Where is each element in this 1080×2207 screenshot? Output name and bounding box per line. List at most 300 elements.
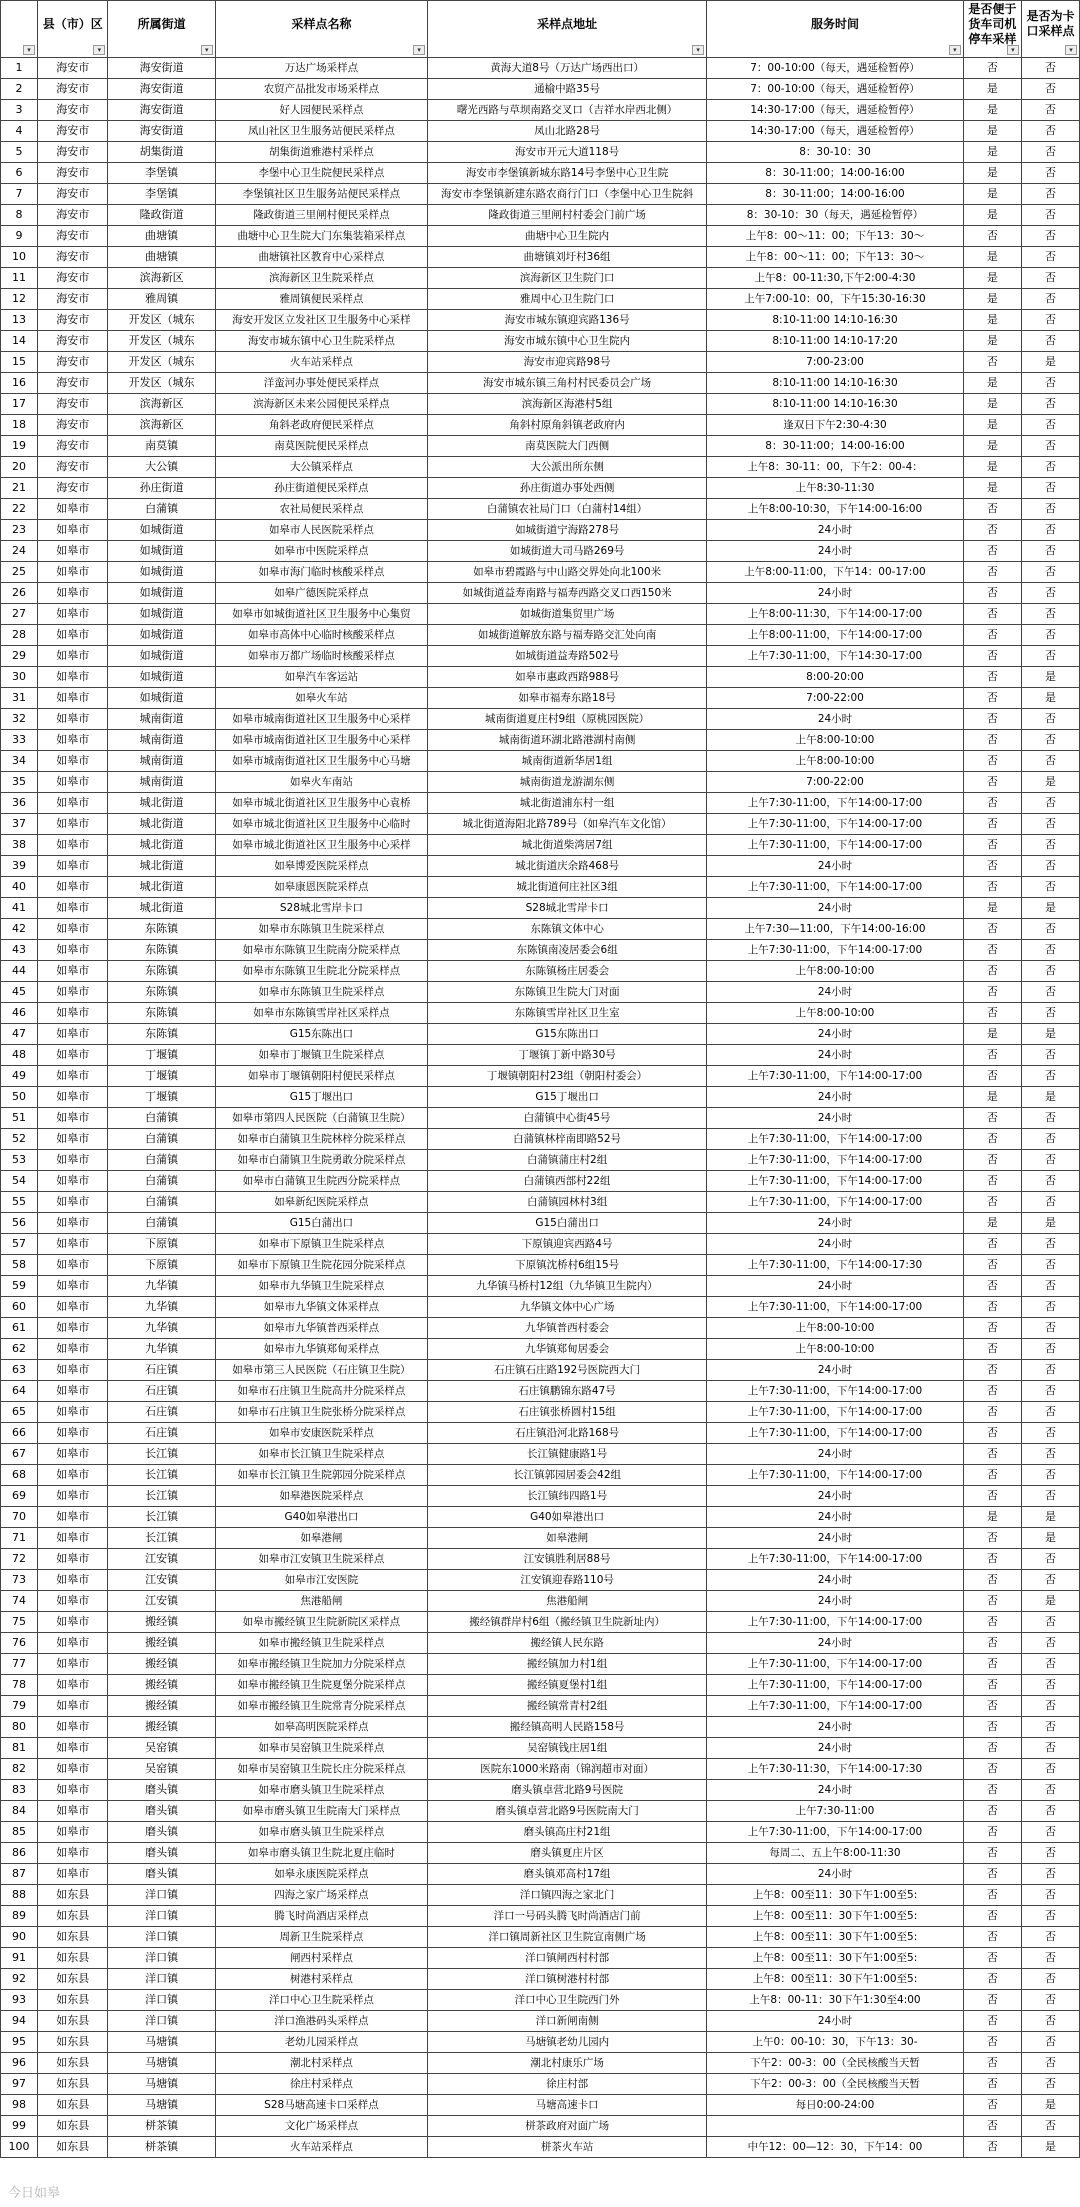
cell-name[interactable]: 如皋市东陈镇卫生院采样点 (215, 982, 427, 1003)
cell-truck-parking[interactable]: 否 (963, 1108, 1021, 1129)
cell-name[interactable]: 如皋市九华镇文体采样点 (215, 1297, 427, 1318)
cell-county[interactable]: 如皋市 (38, 1864, 108, 1885)
cell-county[interactable]: 如皋市 (38, 793, 108, 814)
cell-time[interactable]: 24小时 (707, 1864, 964, 1885)
cell-time[interactable]: 上午8:00-10:00 (707, 751, 964, 772)
cell-street[interactable]: 石庄镇 (108, 1402, 215, 1423)
cell-no[interactable]: 30 (1, 667, 38, 688)
cell-truck-parking[interactable]: 否 (963, 1717, 1021, 1738)
cell-no[interactable]: 20 (1, 457, 38, 478)
cell-no[interactable]: 8 (1, 205, 38, 226)
cell-time[interactable]: 上午7:30-11:00，下午14:00-17:00 (707, 1129, 964, 1150)
cell-checkpoint[interactable]: 否 (1021, 1990, 1079, 2011)
table-row[interactable] (1, 499, 1080, 520)
cell-county[interactable]: 如东县 (38, 1969, 108, 1990)
cell-checkpoint[interactable]: 是 (1021, 2137, 1079, 2158)
cell-no[interactable]: 2 (1, 79, 38, 100)
cell-checkpoint[interactable]: 否 (1021, 751, 1079, 772)
cell-street[interactable]: 白蒲镇 (108, 1150, 215, 1171)
cell-address[interactable]: 南莫医院大门西侧 (428, 436, 707, 457)
cell-name[interactable]: 农社局便民采样点 (215, 499, 427, 520)
cell-time[interactable]: 上午7:30-11:00，下午14:00-17:00 (707, 1423, 964, 1444)
table-row[interactable] (1, 814, 1080, 835)
cell-county[interactable]: 如皋市 (38, 1843, 108, 1864)
cell-address[interactable]: 白蒲镇西部村22组 (428, 1171, 707, 1192)
cell-address[interactable]: 如皋市碧霞路与中山路交界处向北100米 (428, 562, 707, 583)
cell-name[interactable]: 如皋市中医院采样点 (215, 541, 427, 562)
cell-street[interactable]: 江安镇 (108, 1570, 215, 1591)
cell-address[interactable]: 城南街道新华居1组 (428, 751, 707, 772)
table-row[interactable] (1, 415, 1080, 436)
filter-dropdown-icon[interactable]: ▾ (949, 45, 961, 55)
table-row[interactable] (1, 520, 1080, 541)
cell-checkpoint[interactable]: 否 (1021, 331, 1079, 352)
cell-no[interactable]: 19 (1, 436, 38, 457)
cell-address[interactable]: 凤山北路28号 (428, 121, 707, 142)
cell-time[interactable]: 上午7:30-11:00，下午14:00-17:00 (707, 1381, 964, 1402)
table-row[interactable] (1, 163, 1080, 184)
cell-no[interactable]: 3 (1, 100, 38, 121)
table-row[interactable] (1, 1990, 1080, 2011)
cell-truck-parking[interactable]: 是 (963, 289, 1021, 310)
table-row[interactable] (1, 1297, 1080, 1318)
cell-name[interactable]: S28城北雪岸卡口 (215, 898, 427, 919)
cell-truck-parking[interactable]: 否 (963, 856, 1021, 877)
cell-name[interactable]: 洋口中心卫生院采样点 (215, 1990, 427, 2011)
table-row[interactable] (1, 1423, 1080, 1444)
cell-checkpoint[interactable]: 否 (1021, 394, 1079, 415)
cell-address[interactable]: 如城街道益寿路502号 (428, 646, 707, 667)
cell-checkpoint[interactable]: 否 (1021, 1171, 1079, 1192)
cell-name[interactable]: 角斜老政府便民采样点 (215, 415, 427, 436)
cell-truck-parking[interactable]: 是 (963, 1507, 1021, 1528)
cell-name[interactable]: 如皋市海门临时核酸采样点 (215, 562, 427, 583)
table-row[interactable] (1, 1717, 1080, 1738)
cell-street[interactable]: 搬经镇 (108, 1675, 215, 1696)
cell-street[interactable]: 石庄镇 (108, 1381, 215, 1402)
cell-county[interactable]: 海安市 (38, 184, 108, 205)
cell-county[interactable]: 海安市 (38, 331, 108, 352)
cell-time[interactable]: 24小时 (707, 1276, 964, 1297)
cell-county[interactable]: 如皋市 (38, 604, 108, 625)
cell-no[interactable]: 35 (1, 772, 38, 793)
filter-dropdown-icon[interactable]: ▾ (201, 45, 213, 55)
cell-truck-parking[interactable]: 否 (963, 1066, 1021, 1087)
cell-time[interactable]: 上午7:30-11:00，下午14:00-17:00 (707, 1402, 964, 1423)
cell-county[interactable]: 海安市 (38, 394, 108, 415)
table-row[interactable] (1, 919, 1080, 940)
cell-truck-parking[interactable]: 否 (963, 1255, 1021, 1276)
cell-address[interactable]: 黄海大道8号（万达广场西出口） (428, 58, 707, 79)
cell-checkpoint[interactable]: 否 (1021, 1381, 1079, 1402)
cell-truck-parking[interactable]: 是 (963, 247, 1021, 268)
cell-street[interactable]: 吴窑镇 (108, 1738, 215, 1759)
table-row[interactable] (1, 1108, 1080, 1129)
cell-name[interactable]: 如皋市长江镇卫生院郭园分院采样点 (215, 1465, 427, 1486)
cell-address[interactable]: 潮北村康乐广场 (428, 2053, 707, 2074)
table-row[interactable] (1, 1612, 1080, 1633)
cell-county[interactable]: 如皋市 (38, 1780, 108, 1801)
cell-checkpoint[interactable]: 是 (1021, 688, 1079, 709)
cell-checkpoint[interactable]: 否 (1021, 268, 1079, 289)
cell-street[interactable]: 东陈镇 (108, 982, 215, 1003)
cell-no[interactable]: 74 (1, 1591, 38, 1612)
cell-county[interactable]: 如皋市 (38, 1066, 108, 1087)
cell-county[interactable]: 海安市 (38, 163, 108, 184)
cell-time[interactable]: 上午7:30-11:00，下午14:00-17:00 (707, 1696, 964, 1717)
cell-no[interactable]: 67 (1, 1444, 38, 1465)
cell-name[interactable]: 曲塘中心卫生院大门东集装箱采样点 (215, 226, 427, 247)
cell-name[interactable]: S28马塘高速卡口采样点 (215, 2095, 427, 2116)
cell-county[interactable]: 海安市 (38, 289, 108, 310)
cell-county[interactable]: 海安市 (38, 415, 108, 436)
cell-address[interactable]: 滨海新区海港村5组 (428, 394, 707, 415)
cell-checkpoint[interactable]: 否 (1021, 1675, 1079, 1696)
cell-no[interactable]: 25 (1, 562, 38, 583)
cell-time[interactable]: 上午7:30-11:00，下午14:00-17:00 (707, 940, 964, 961)
cell-time[interactable]: 上午7:30-11:00，下午14:00-17:00 (707, 1549, 964, 1570)
cell-no[interactable]: 87 (1, 1864, 38, 1885)
cell-time[interactable]: 24小时 (707, 1591, 964, 1612)
table-row[interactable] (1, 2116, 1080, 2137)
cell-truck-parking[interactable]: 否 (963, 1402, 1021, 1423)
cell-no[interactable]: 88 (1, 1885, 38, 1906)
cell-street[interactable]: 城北街道 (108, 877, 215, 898)
cell-time[interactable]: 下午2：00-3：00（全民核酸当天暂 (707, 2074, 964, 2095)
cell-county[interactable]: 海安市 (38, 478, 108, 499)
cell-checkpoint[interactable]: 否 (1021, 1339, 1079, 1360)
cell-no[interactable]: 70 (1, 1507, 38, 1528)
cell-checkpoint[interactable]: 否 (1021, 1255, 1079, 1276)
cell-checkpoint[interactable]: 否 (1021, 1759, 1079, 1780)
cell-truck-parking[interactable]: 否 (963, 562, 1021, 583)
cell-truck-parking[interactable]: 否 (963, 940, 1021, 961)
cell-checkpoint[interactable]: 否 (1021, 1360, 1079, 1381)
cell-county[interactable]: 如皋市 (38, 520, 108, 541)
table-row[interactable] (1, 247, 1080, 268)
table-row[interactable] (1, 1738, 1080, 1759)
cell-no[interactable]: 34 (1, 751, 38, 772)
cell-time[interactable]: 上午7:30-11:00，下午14:00-17:00 (707, 1612, 964, 1633)
cell-time[interactable]: 8:10-11:00 14:10-16:30 (707, 373, 964, 394)
cell-time[interactable]: 上午8:00-11:30，下午14:00-17:00 (707, 604, 964, 625)
cell-county[interactable]: 如皋市 (38, 1192, 108, 1213)
cell-no[interactable]: 47 (1, 1024, 38, 1045)
cell-county[interactable]: 海安市 (38, 310, 108, 331)
cell-checkpoint[interactable]: 否 (1021, 1423, 1079, 1444)
cell-name[interactable]: 如皋市江安医院 (215, 1570, 427, 1591)
table-row[interactable] (1, 352, 1080, 373)
cell-checkpoint[interactable]: 否 (1021, 1108, 1079, 1129)
cell-county[interactable]: 如皋市 (38, 1486, 108, 1507)
cell-time[interactable]: 上午8：00-11:30,下午2:00-4:30 (707, 268, 964, 289)
cell-county[interactable]: 海安市 (38, 457, 108, 478)
cell-no[interactable]: 21 (1, 478, 38, 499)
cell-truck-parking[interactable]: 否 (963, 541, 1021, 562)
cell-time[interactable]: 上午7:30-11:00，下午14:00-17:00 (707, 1066, 964, 1087)
cell-checkpoint[interactable]: 否 (1021, 247, 1079, 268)
cell-time[interactable]: 逢双日下午2:30-4:30 (707, 415, 964, 436)
cell-name[interactable]: 如皋市白蒲镇卫生院西分院采样点 (215, 1171, 427, 1192)
cell-address[interactable]: 磨头镇夏庄片区 (428, 1843, 707, 1864)
cell-name[interactable]: 孙庄街道便民采样点 (215, 478, 427, 499)
cell-truck-parking[interactable]: 否 (963, 2074, 1021, 2095)
cell-no[interactable]: 58 (1, 1255, 38, 1276)
cell-street[interactable]: 如城街道 (108, 667, 215, 688)
cell-no[interactable]: 62 (1, 1339, 38, 1360)
cell-county[interactable]: 如东县 (38, 2074, 108, 2095)
cell-time[interactable]: 24小时 (707, 982, 964, 1003)
cell-no[interactable]: 16 (1, 373, 38, 394)
cell-time[interactable]: 上午8：00至11：30下午1:00至5: (707, 1906, 964, 1927)
table-row[interactable] (1, 58, 1080, 79)
filter-dropdown-icon[interactable]: ▾ (1065, 45, 1077, 55)
cell-no[interactable]: 89 (1, 1906, 38, 1927)
cell-checkpoint[interactable]: 否 (1021, 1906, 1079, 1927)
cell-address[interactable]: 城南街道龙游湖东侧 (428, 772, 707, 793)
cell-no[interactable]: 17 (1, 394, 38, 415)
table-row[interactable] (1, 2053, 1080, 2074)
cell-street[interactable]: 洋口镇 (108, 1906, 215, 1927)
cell-checkpoint[interactable]: 否 (1021, 1297, 1079, 1318)
cell-county[interactable]: 如皋市 (38, 1612, 108, 1633)
cell-street[interactable]: 磨头镇 (108, 1864, 215, 1885)
cell-no[interactable]: 85 (1, 1822, 38, 1843)
cell-checkpoint[interactable]: 否 (1021, 226, 1079, 247)
cell-checkpoint[interactable]: 否 (1021, 919, 1079, 940)
cell-checkpoint[interactable]: 否 (1021, 310, 1079, 331)
table-row[interactable] (1, 856, 1080, 877)
table-row[interactable] (1, 793, 1080, 814)
cell-address[interactable]: 城北街道海阳北路789号（如皋汽车文化馆） (428, 814, 707, 835)
cell-no[interactable]: 100 (1, 2137, 38, 2158)
cell-checkpoint[interactable]: 否 (1021, 121, 1079, 142)
table-row[interactable] (1, 562, 1080, 583)
cell-street[interactable]: 马塘镇 (108, 2095, 215, 2116)
cell-street[interactable]: 白蒲镇 (108, 499, 215, 520)
cell-street[interactable]: 城南街道 (108, 751, 215, 772)
table-row[interactable] (1, 1633, 1080, 1654)
cell-address[interactable]: 滨海新区卫生院门口 (428, 268, 707, 289)
cell-no[interactable]: 40 (1, 877, 38, 898)
cell-address[interactable]: 九华镇郑甸居委会 (428, 1339, 707, 1360)
cell-county[interactable]: 如皋市 (38, 646, 108, 667)
cell-checkpoint[interactable]: 否 (1021, 289, 1079, 310)
cell-county[interactable]: 如皋市 (38, 772, 108, 793)
table-row[interactable] (1, 289, 1080, 310)
cell-time[interactable]: 上午7:30-11:00，下午14:00-17:00 (707, 835, 964, 856)
cell-truck-parking[interactable]: 否 (963, 772, 1021, 793)
cell-truck-parking[interactable]: 是 (963, 1213, 1021, 1234)
cell-name[interactable]: 海安开发区立发社区卫生服务中心采样 (215, 310, 427, 331)
cell-checkpoint[interactable]: 是 (1021, 1213, 1079, 1234)
cell-street[interactable]: 如城街道 (108, 562, 215, 583)
cell-street[interactable]: 丁堰镇 (108, 1087, 215, 1108)
cell-county[interactable]: 如皋市 (38, 625, 108, 646)
cell-street[interactable]: 长江镇 (108, 1444, 215, 1465)
cell-name[interactable]: 如皋市搬经镇卫生院加力分院采样点 (215, 1654, 427, 1675)
cell-county[interactable]: 如皋市 (38, 1108, 108, 1129)
cell-checkpoint[interactable]: 否 (1021, 1633, 1079, 1654)
cell-truck-parking[interactable]: 否 (963, 688, 1021, 709)
cell-checkpoint[interactable]: 否 (1021, 856, 1079, 877)
cell-time[interactable]: 7:00-23:00 (707, 352, 964, 373)
table-row[interactable] (1, 2011, 1080, 2032)
cell-street[interactable]: 如城街道 (108, 625, 215, 646)
cell-time[interactable]: 上午7:30-11:00，下午14:00-17:00 (707, 1171, 964, 1192)
cell-no[interactable]: 73 (1, 1570, 38, 1591)
cell-street[interactable]: 磨头镇 (108, 1822, 215, 1843)
cell-county[interactable]: 海安市 (38, 436, 108, 457)
cell-name[interactable]: 如皋港闸 (215, 1528, 427, 1549)
cell-name[interactable]: 如皋永康医院采样点 (215, 1864, 427, 1885)
cell-time[interactable]: 24小时 (707, 1507, 964, 1528)
cell-name[interactable]: 徐庄村采样点 (215, 2074, 427, 2095)
cell-no[interactable]: 43 (1, 940, 38, 961)
cell-truck-parking[interactable]: 否 (963, 730, 1021, 751)
cell-county[interactable]: 如东县 (38, 2137, 108, 2158)
cell-name[interactable]: G40如皋港出口 (215, 1507, 427, 1528)
cell-no[interactable]: 78 (1, 1675, 38, 1696)
cell-address[interactable]: 医院东1000米路南（锦润超市对面） (428, 1759, 707, 1780)
cell-address[interactable]: 洋口镇四海之家北门 (428, 1885, 707, 1906)
cell-name[interactable]: 隆政街道三里闸村便民采样点 (215, 205, 427, 226)
cell-checkpoint[interactable]: 否 (1021, 415, 1079, 436)
cell-truck-parking[interactable]: 否 (963, 1549, 1021, 1570)
cell-time[interactable]: 24小时 (707, 1780, 964, 1801)
cell-street[interactable]: 栟茶镇 (108, 2137, 215, 2158)
cell-county[interactable]: 如皋市 (38, 1003, 108, 1024)
cell-name[interactable]: 李堡中心卫生院便民采样点 (215, 163, 427, 184)
cell-no[interactable]: 26 (1, 583, 38, 604)
cell-truck-parking[interactable]: 是 (963, 478, 1021, 499)
cell-no[interactable]: 54 (1, 1171, 38, 1192)
cell-no[interactable]: 99 (1, 2116, 38, 2137)
cell-address[interactable]: 洋口中心卫生院西门外 (428, 1990, 707, 2011)
table-row[interactable] (1, 373, 1080, 394)
cell-truck-parking[interactable]: 是 (963, 415, 1021, 436)
cell-county[interactable]: 如皋市 (38, 499, 108, 520)
cell-county[interactable]: 如东县 (38, 1906, 108, 1927)
cell-address[interactable]: 洋口镇周新社区卫生院宣南侧广场 (428, 1927, 707, 1948)
cell-checkpoint[interactable]: 否 (1021, 205, 1079, 226)
cell-street[interactable]: 石庄镇 (108, 1423, 215, 1444)
cell-street[interactable]: 胡集街道 (108, 142, 215, 163)
cell-no[interactable]: 97 (1, 2074, 38, 2095)
cell-truck-parking[interactable]: 是 (963, 100, 1021, 121)
table-row[interactable] (1, 1255, 1080, 1276)
table-row[interactable] (1, 646, 1080, 667)
filter-dropdown-icon[interactable]: ▾ (1007, 45, 1019, 55)
cell-truck-parking[interactable]: 是 (963, 1087, 1021, 1108)
cell-truck-parking[interactable]: 是 (963, 142, 1021, 163)
cell-time[interactable]: 每周二、五上午8:00-11:30 (707, 1843, 964, 1864)
cell-checkpoint[interactable]: 否 (1021, 1885, 1079, 1906)
cell-time[interactable]: 24小时 (707, 1360, 964, 1381)
cell-no[interactable]: 55 (1, 1192, 38, 1213)
cell-no[interactable]: 98 (1, 2095, 38, 2116)
cell-street[interactable]: 城北街道 (108, 898, 215, 919)
cell-street[interactable]: 城南街道 (108, 730, 215, 751)
cell-no[interactable]: 76 (1, 1633, 38, 1654)
cell-address[interactable]: 长江镇郭园居委会42组 (428, 1465, 707, 1486)
cell-truck-parking[interactable]: 是 (963, 268, 1021, 289)
table-row[interactable] (1, 1822, 1080, 1843)
cell-time[interactable]: 24小时 (707, 898, 964, 919)
cell-address[interactable]: 石庄镇张桥圆村15组 (428, 1402, 707, 1423)
cell-county[interactable]: 如皋市 (38, 1801, 108, 1822)
cell-street[interactable]: 东陈镇 (108, 940, 215, 961)
cell-truck-parking[interactable]: 是 (963, 79, 1021, 100)
cell-time[interactable]: 上午8：00至11：30下午1:00至5: (707, 1927, 964, 1948)
cell-address[interactable]: G15东陈出口 (428, 1024, 707, 1045)
cell-name[interactable]: 如皋市吴窑镇卫生院长庄分院采样点 (215, 1759, 427, 1780)
cell-address[interactable]: 隆政街道三里闸村村委会门前广场 (428, 205, 707, 226)
cell-no[interactable]: 6 (1, 163, 38, 184)
cell-no[interactable]: 92 (1, 1969, 38, 1990)
cell-time[interactable]: 24小时 (707, 520, 964, 541)
cell-county[interactable]: 如皋市 (38, 1528, 108, 1549)
cell-county[interactable]: 海安市 (38, 226, 108, 247)
cell-name[interactable]: 如皋市高体中心临时核酸采样点 (215, 625, 427, 646)
cell-no[interactable]: 50 (1, 1087, 38, 1108)
cell-address[interactable]: 搬经镇人民东路 (428, 1633, 707, 1654)
cell-no[interactable]: 68 (1, 1465, 38, 1486)
cell-no[interactable]: 51 (1, 1108, 38, 1129)
cell-checkpoint[interactable]: 否 (1021, 58, 1079, 79)
cell-no[interactable]: 29 (1, 646, 38, 667)
cell-street[interactable]: 如城街道 (108, 688, 215, 709)
cell-truck-parking[interactable]: 是 (963, 205, 1021, 226)
cell-truck-parking[interactable]: 否 (963, 1465, 1021, 1486)
cell-name[interactable]: 如皋汽车客运站 (215, 667, 427, 688)
cell-county[interactable]: 如皋市 (38, 1129, 108, 1150)
cell-time[interactable]: 上午7:30-11:00，下午14:00-17:00 (707, 1465, 964, 1486)
cell-name[interactable]: 如皋市城北街道社区卫生服务中心临时 (215, 814, 427, 835)
cell-time[interactable]: 上午7:30-11:00，下午14:00-17:30 (707, 1255, 964, 1276)
cell-truck-parking[interactable]: 否 (963, 709, 1021, 730)
cell-truck-parking[interactable]: 否 (963, 1822, 1021, 1843)
table-row[interactable] (1, 1528, 1080, 1549)
cell-no[interactable]: 7 (1, 184, 38, 205)
cell-checkpoint[interactable]: 否 (1021, 142, 1079, 163)
cell-street[interactable]: 白蒲镇 (108, 1213, 215, 1234)
cell-address[interactable]: 江安镇胜利居88号 (428, 1549, 707, 1570)
cell-street[interactable]: 搬经镇 (108, 1633, 215, 1654)
cell-name[interactable]: 如皋市下原镇卫生院采样点 (215, 1234, 427, 1255)
cell-name[interactable]: 滨海新区卫生院采样点 (215, 268, 427, 289)
cell-checkpoint[interactable]: 否 (1021, 793, 1079, 814)
cell-truck-parking[interactable]: 否 (963, 1990, 1021, 2011)
cell-time[interactable]: 24小时 (707, 709, 964, 730)
cell-name[interactable]: 如皋博爱医院采样点 (215, 856, 427, 877)
table-row[interactable] (1, 2137, 1080, 2158)
cell-address[interactable]: 马塘镇老幼儿园内 (428, 2032, 707, 2053)
cell-no[interactable]: 37 (1, 814, 38, 835)
cell-address[interactable]: 长江镇健康路1号 (428, 1444, 707, 1465)
table-row[interactable] (1, 1276, 1080, 1297)
cell-time[interactable]: 24小时 (707, 1486, 964, 1507)
cell-time[interactable]: 中午12：00—12：30，下午14：00 (707, 2137, 964, 2158)
filter-dropdown-icon[interactable]: ▾ (23, 45, 35, 55)
cell-no[interactable]: 64 (1, 1381, 38, 1402)
cell-street[interactable]: 洋口镇 (108, 1927, 215, 1948)
cell-county[interactable]: 如皋市 (38, 1465, 108, 1486)
cell-no[interactable]: 15 (1, 352, 38, 373)
cell-name[interactable]: 如皋市城北街道社区卫生服务中心袁桥 (215, 793, 427, 814)
cell-time[interactable]: 24小时 (707, 1717, 964, 1738)
cell-truck-parking[interactable]: 否 (963, 1948, 1021, 1969)
